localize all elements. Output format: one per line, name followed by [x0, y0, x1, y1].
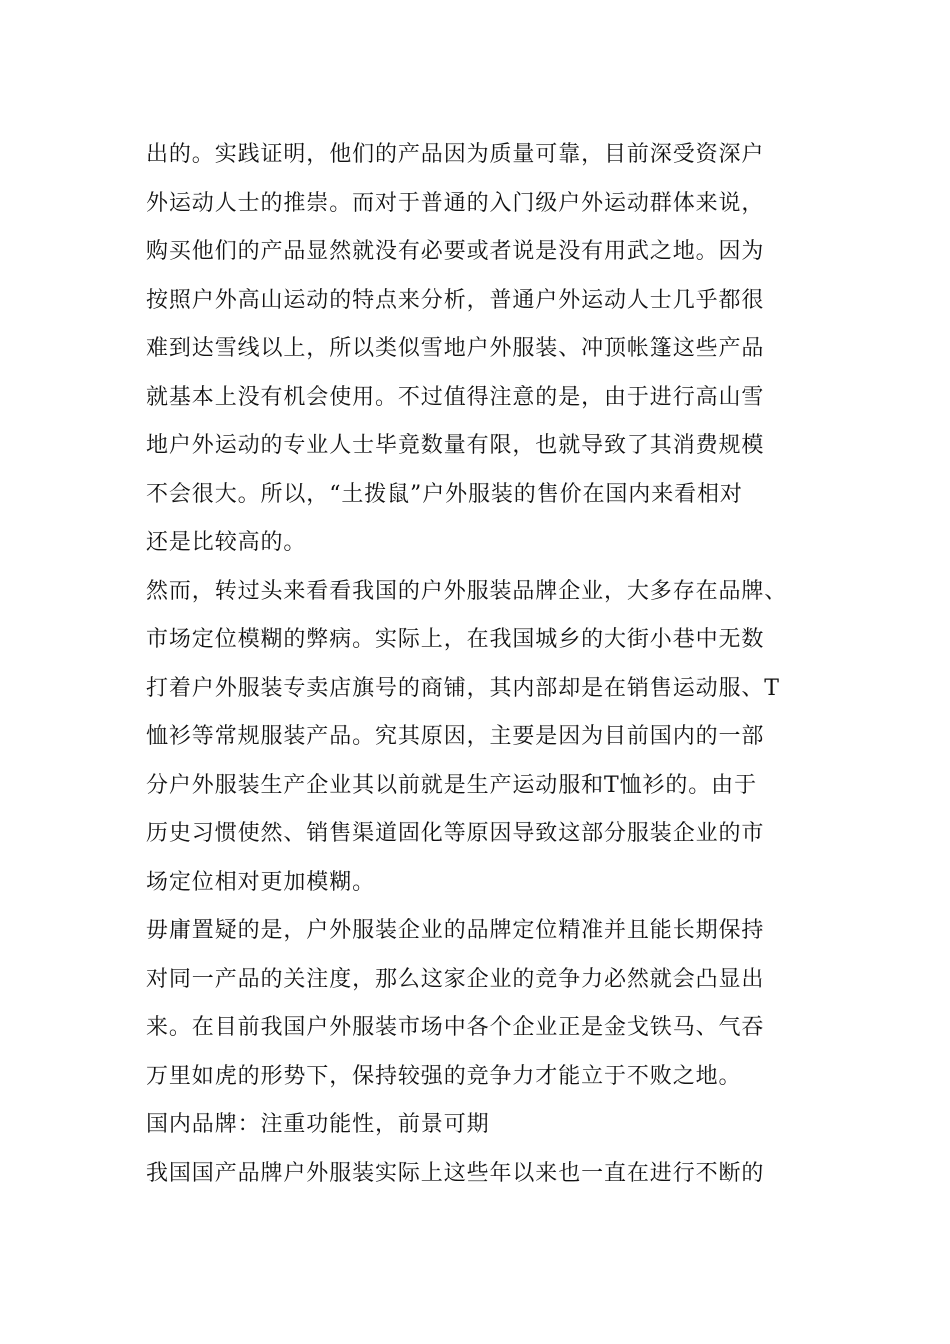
- body-text: [146, 131, 811, 1198]
- text-line: 外运动人士的推崇。而对于普通的入门级户外运动群体来说，: [146, 190, 765, 216]
- text-line: 地户外运动的专业人士毕竟数量有限，也就导致了其消费规模: [146, 433, 765, 458]
- text-line: 恤衫等常规服装产品。究其原因，主要是因为目前国内的一部: [146, 724, 765, 749]
- text-line: 分户外服装生产企业其以前就是生产运动服和T恤衫的。由于: [146, 772, 757, 798]
- text-line: 还是比较高的。: [146, 530, 307, 555]
- text-line: 万里如虎的形势下，保持较强的竞争力才能立于不败之地。: [146, 1063, 742, 1089]
- text-line: 毋庸置疑的是，户外服装企业的品牌定位精准并且能长期保持: [146, 918, 765, 943]
- text-line: 就基本上没有机会使用。不过值得注意的是，由于进行高山雪: [146, 384, 765, 410]
- section-heading: 国内品牌：注重功能性，前景可期: [146, 1112, 490, 1137]
- text-line: 历史习惯使然、销售渠道固化等原因导致这部分服装企业的市: [146, 821, 765, 846]
- text-line: 然而，转过头来看看我国的户外服装品牌企业，大多存在品牌、: [146, 578, 788, 604]
- text-line: 不会很大。所以，“土拨鼠”户外服装的售价在国内来看相对: [146, 481, 743, 507]
- text-line: 出的。实践证明，他们的产品因为质量可靠，目前深受资深户: [146, 142, 765, 167]
- text-line: 按照户外高山运动的特点来分析，普通户外运动人士几乎都很: [146, 287, 765, 313]
- text-line: 来。在目前我国户外服装市场中各个企业正是金戈铁马、气吞: [146, 1015, 765, 1040]
- text-line: 难到达雪线以上，所以类似雪地户外服装、冲顶帐篷这些产品: [146, 336, 765, 361]
- text-line: 场定位相对更加模糊。: [146, 869, 376, 895]
- text-line: 打着户外服装专卖店旗号的商铺，其内部却是在销售运动服、T: [146, 675, 780, 701]
- text-line: 我国国产品牌户外服装实际上这些年以来也一直在进行不断的: [146, 1160, 765, 1186]
- text-line: 购买他们的产品显然就没有必要或者说是没有用武之地。因为: [146, 239, 765, 264]
- text-line: 市场定位模糊的弊病。实际上，在我国城乡的大街小巷中无数: [146, 627, 765, 652]
- text-line: 对同一产品的关注度，那么这家企业的竞争力必然就会凸显出: [146, 966, 765, 992]
